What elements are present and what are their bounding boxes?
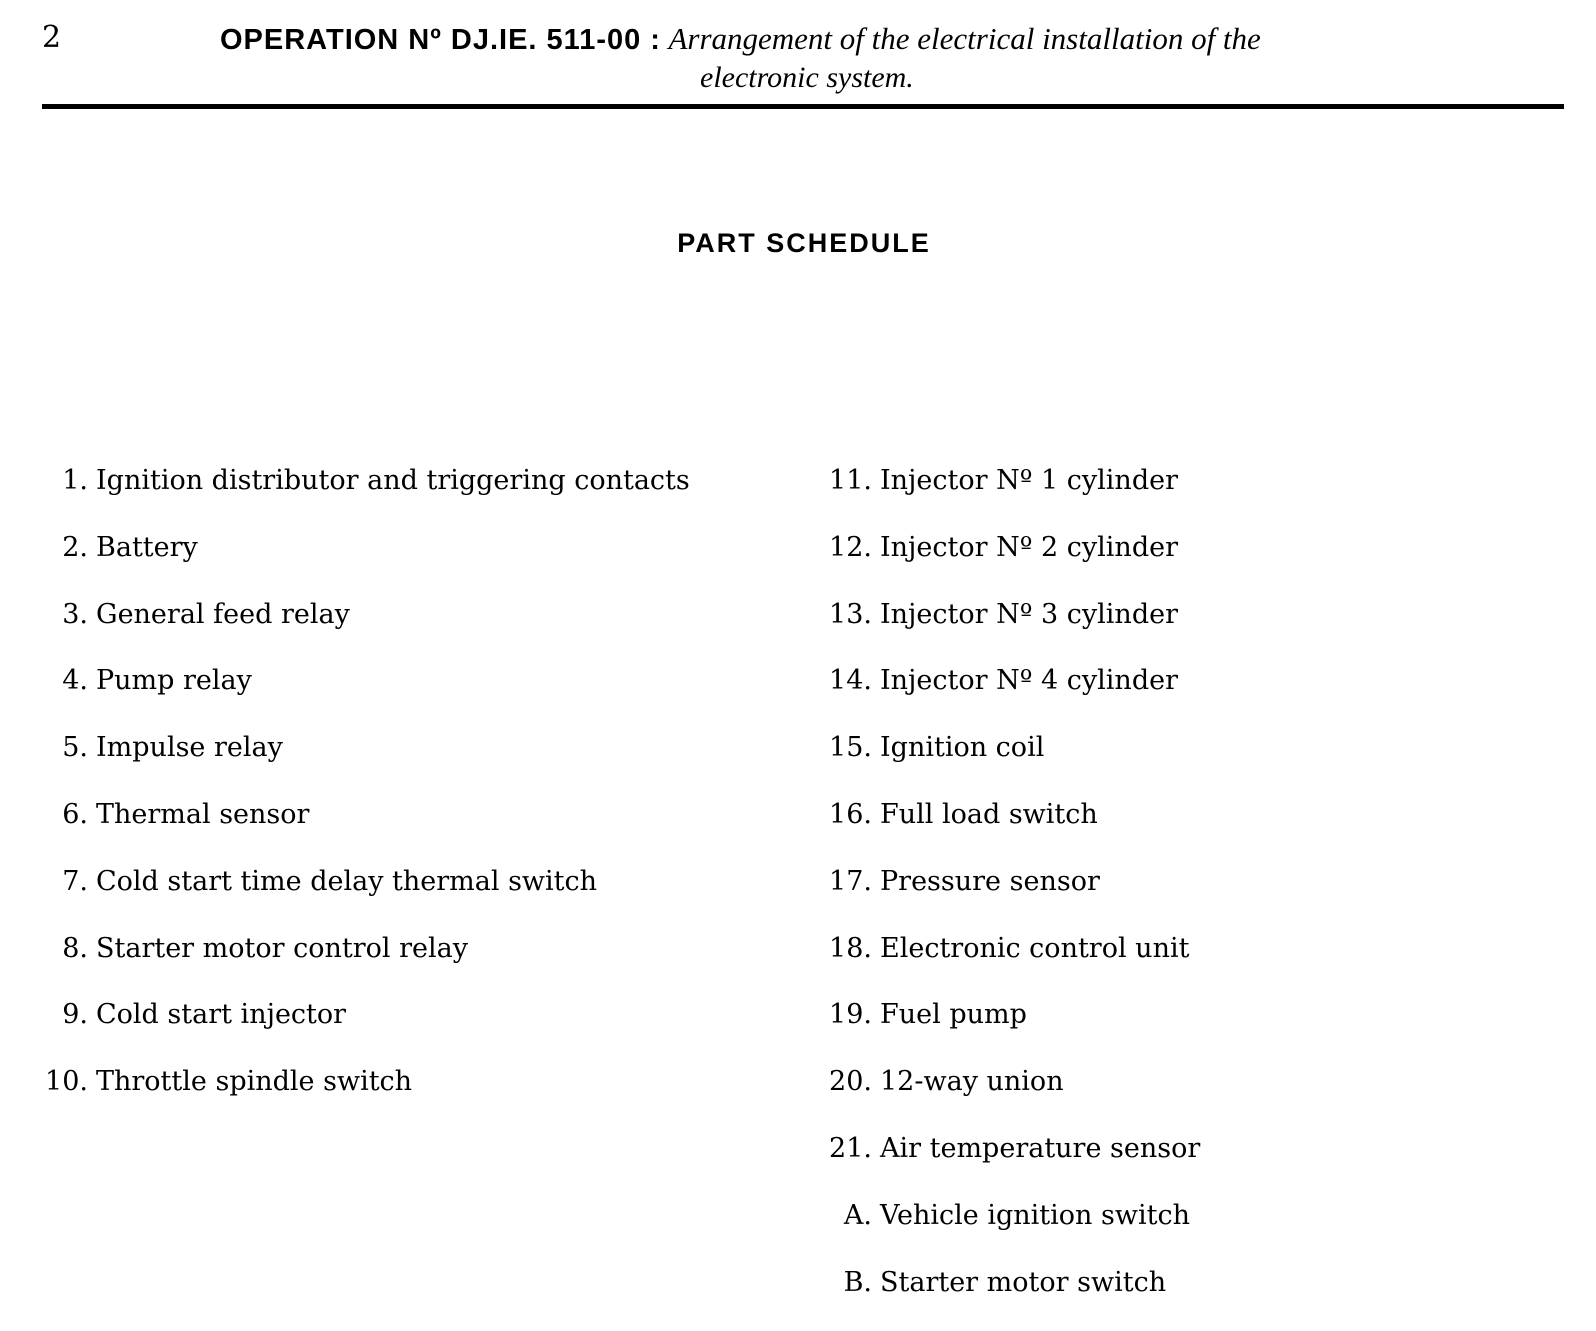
page-number: 2 [42, 20, 62, 55]
item-label: Air temperature sensor [880, 1132, 1201, 1164]
item-label: Battery [96, 531, 198, 563]
item-number: 5. [62, 732, 88, 764]
item-number: 1. [62, 465, 88, 496]
item-number: 16. [829, 798, 872, 830]
item-label: Injector Nº 4 cylinder [880, 665, 1178, 697]
section-title: PART SCHEDULE [677, 228, 931, 258]
item-label: 12-way union [880, 1066, 1064, 1098]
list-item [40, 997, 690, 1064]
item-number: 6. [62, 798, 88, 830]
list-item [820, 997, 1200, 1064]
item-number: 21. [829, 1132, 872, 1164]
item-number: 2. [62, 531, 88, 563]
item-number: 19. [829, 999, 872, 1031]
list-item [820, 663, 1200, 730]
item-label: Pressure sensor [880, 865, 1100, 897]
operation-description: Arrangement of the electrical installation of the [668, 21, 1261, 56]
item-number: 4. [62, 665, 88, 697]
item-number: 12. [829, 531, 872, 563]
item-number: 9. [62, 999, 88, 1031]
item-number: 14. [829, 665, 872, 697]
list-item [820, 463, 1200, 530]
header-divider [42, 104, 1564, 109]
item-label: Throttle spindle switch [96, 1066, 413, 1098]
item-number: 15. [829, 732, 872, 764]
list-item [820, 864, 1200, 931]
item-label: Ignition distributor and triggering contacts [96, 465, 690, 496]
item-label: Ignition coil [880, 732, 1045, 764]
item-number: 7. [62, 865, 88, 897]
list-item [820, 530, 1200, 597]
list-item [820, 1064, 1200, 1131]
item-number: A. [843, 1199, 872, 1231]
item-number: 18. [829, 932, 872, 964]
item-label: Thermal sensor [96, 798, 310, 830]
item-label: Vehicle ignition switch [880, 1199, 1190, 1231]
list-item [40, 730, 690, 797]
item-number: 3. [62, 598, 88, 630]
list-item [40, 530, 690, 597]
list-item [40, 931, 690, 998]
list-item [40, 1064, 690, 1131]
item-number: 20. [829, 1066, 872, 1098]
item-label: Impulse relay [96, 732, 283, 764]
item-label: Injector Nº 3 cylinder [880, 598, 1178, 630]
item-label: Starter motor switch [880, 1266, 1167, 1298]
operation-code: OPERATION Nº DJ.IE. 511-00 : [220, 24, 661, 56]
item-number: 17. [829, 865, 872, 897]
list-item [820, 597, 1200, 664]
item-label: Injector Nº 1 cylinder [880, 465, 1178, 496]
list-item [40, 797, 690, 864]
item-number: 8. [62, 932, 88, 964]
item-number: B. [843, 1266, 872, 1298]
list-item [820, 730, 1200, 797]
item-label: Electronic control unit [880, 932, 1190, 964]
document-header [220, 20, 1400, 97]
list-item [820, 1198, 1200, 1265]
list-item [820, 1131, 1200, 1198]
list-item [40, 463, 690, 530]
list-item [820, 797, 1200, 864]
parts-list-right [820, 463, 1200, 1331]
list-item [40, 864, 690, 931]
item-label: Injector Nº 2 cylinder [880, 531, 1178, 563]
item-label: Pump relay [96, 665, 252, 697]
list-item [820, 931, 1200, 998]
item-label: Cold start time delay thermal switch [96, 865, 598, 897]
item-label: Fuel pump [880, 999, 1027, 1031]
list-item [820, 1265, 1200, 1331]
item-number: 10. [45, 1066, 88, 1098]
item-label: Full load switch [880, 798, 1098, 830]
parts-list-left [40, 463, 690, 1131]
item-number: 13. [829, 598, 872, 630]
item-label: General feed relay [96, 598, 350, 630]
operation-description-continued: electronic system. [700, 61, 914, 94]
item-label: Cold start injector [96, 999, 347, 1031]
item-number: 11. [829, 465, 872, 496]
item-label: Starter motor control relay [96, 932, 468, 964]
list-item [40, 663, 690, 730]
list-item [40, 597, 690, 664]
header-line-1 [220, 20, 1400, 59]
